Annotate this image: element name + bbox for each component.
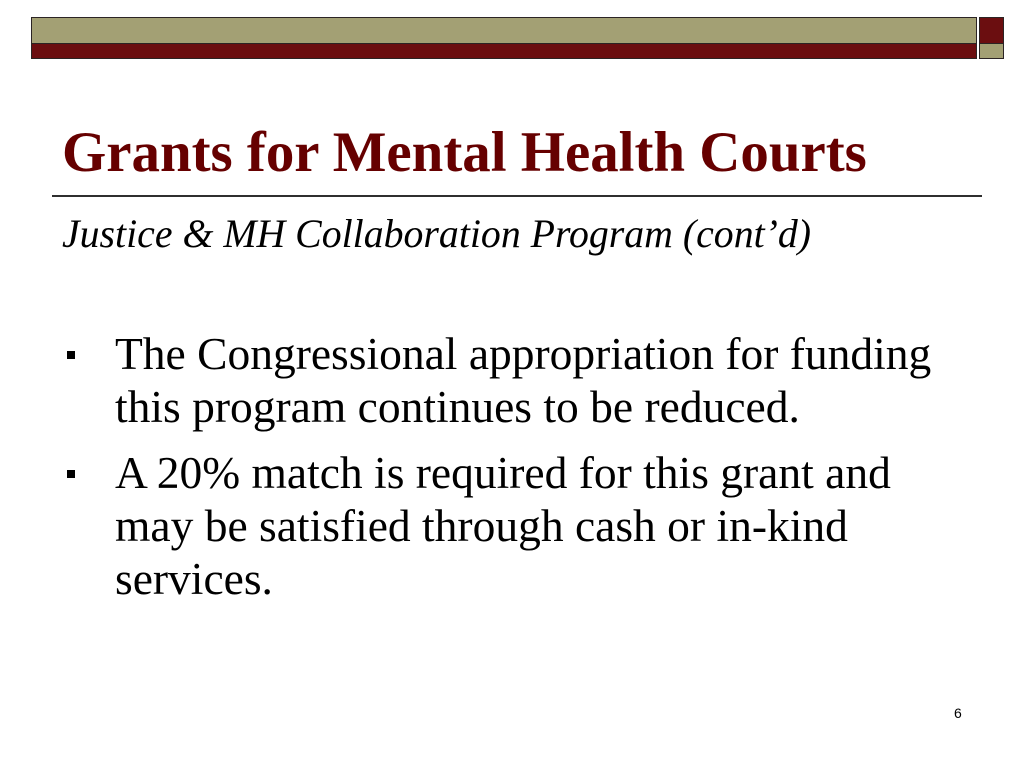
title-divider [52, 195, 982, 197]
page-number: 6 [954, 705, 962, 721]
bullet-list [0, 327, 1024, 605]
square-bullet-icon [67, 351, 75, 359]
square-bullet-icon [67, 470, 75, 478]
slide-title: Grants for Mental Health Courts [62, 121, 867, 184]
header-bar-olive [31, 17, 977, 44]
header-square-maroon [979, 17, 1004, 44]
bullet-line: The Congressional appropriation for funding [115, 328, 932, 379]
bullet-line: may be satisfied through cash or in-kind [115, 500, 848, 551]
bullet-line: A 20% match is required for this grant and [115, 447, 891, 498]
header-bar-maroon [31, 43, 977, 59]
bullet-item [0, 327, 1024, 433]
bullet-line: services. [115, 553, 273, 604]
bullet-item [0, 446, 1024, 605]
header-square-olive [979, 43, 1004, 59]
bullet-line: this program continues to be reduced. [115, 381, 800, 432]
slide-subtitle: Justice & MH Collaboration Program (cont’d) [62, 212, 812, 256]
